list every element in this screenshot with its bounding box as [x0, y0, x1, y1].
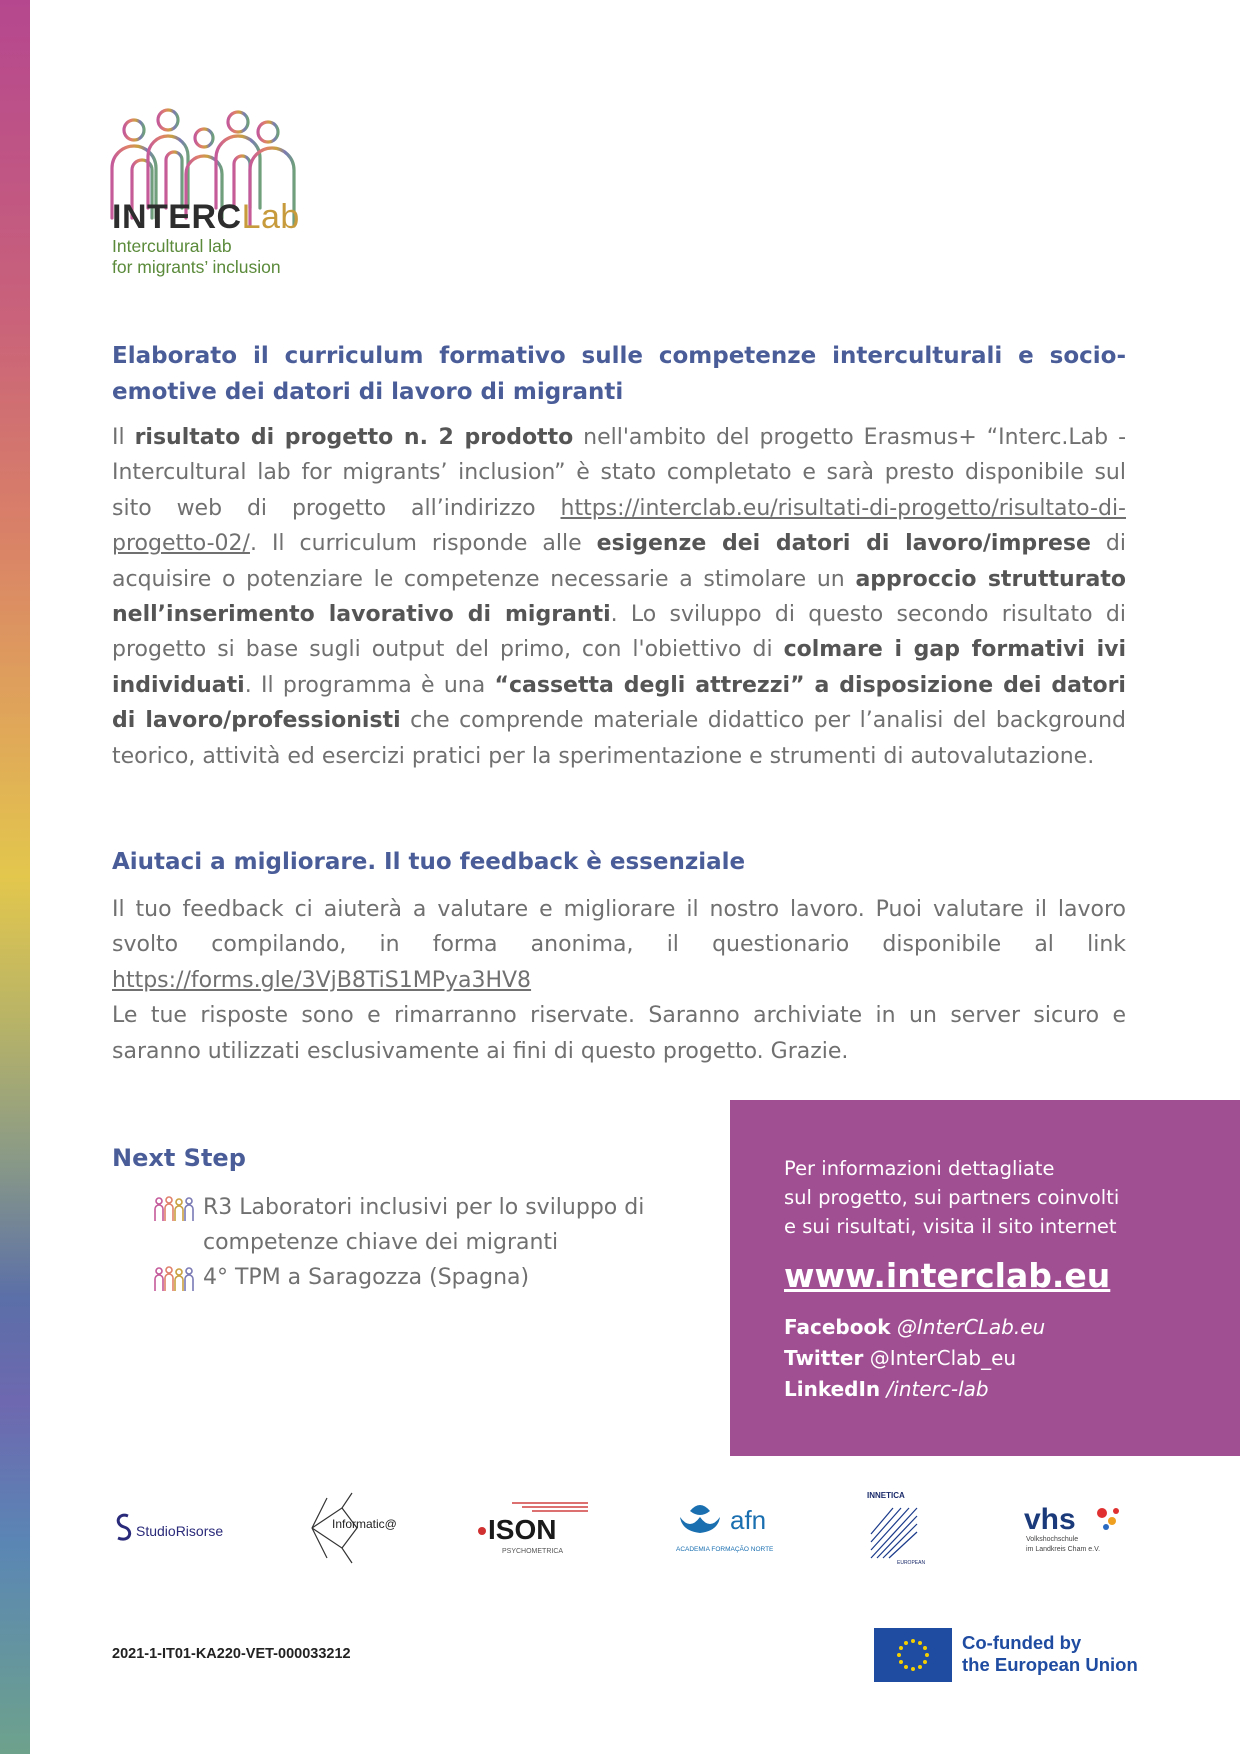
side-color-stripe — [0, 0, 30, 1754]
next-step-title: Next Step — [112, 1144, 246, 1172]
eu-cofunded-text — [962, 1632, 1138, 1676]
eu-line1: Co-funded by — [962, 1632, 1082, 1653]
partner-logo-afn — [672, 1478, 792, 1578]
partner-logo-studiorisorse — [112, 1478, 242, 1578]
list-item: R3 Laboratori inclusivi per lo sviluppo di competenze chiave dei migranti — [152, 1190, 712, 1260]
section2-paragraph: Il tuo feedback ci aiuterà a valutare e migliorare il nostro lavoro. Puoi valutare il lavoro svolto compilando, in forma anonima, il questionario disponibile al link https://forms.gle/3VjB8TiS1MPya3HV8 Le tue risposte sono e rimarranno riservate. Saranno archiviate in un server sicuro e saranno utilizzati esclusivamente ai fini di questo progetto. Grazie. — [112, 897, 1126, 1064]
svg-text:PSYCHOMETRICA: PSYCHOMETRICA — [502, 1548, 564, 1555]
feedback-form-link[interactable]: https://forms.gle/3VjB8TiS1MPya3HV8 — [112, 967, 532, 993]
studiorisorse-logo-icon — [112, 1498, 242, 1558]
eu-line2: the European Union — [962, 1654, 1138, 1675]
svg-text:Informatic@: Informatic@ — [332, 1517, 397, 1531]
partner-logo-informatica — [302, 1478, 412, 1578]
svg-text:Volkshochschule: Volkshochschule — [1026, 1536, 1079, 1543]
list-item: 4° TPM a Saragozza (Spagna) — [152, 1260, 712, 1295]
section2-heading: Aiutaci a migliorare. Il tuo feedback è essenziale — [112, 849, 746, 875]
svg-text:StudioRisorse: StudioRisorse — [136, 1523, 224, 1539]
svg-text:INNETICA: INNETICA — [867, 1491, 905, 1500]
info-line2: sul progetto, sui partners coinvolti — [784, 1186, 1120, 1209]
logo-subtitle-line2: for migrants’ inclusion — [112, 257, 281, 277]
next-step-list — [152, 1190, 712, 1295]
facebook-link[interactable]: Facebook @InterCLab.eu — [784, 1315, 1046, 1339]
info-line1: Per informazioni dettagliate — [784, 1157, 1055, 1180]
partner-logo-innetica — [857, 1478, 947, 1578]
informatica-logo-icon — [302, 1488, 412, 1568]
afn-logo-icon — [672, 1493, 792, 1563]
svg-text:ACADEMIA FORMAÇÃO NORTE: ACADEMIA FORMAÇÃO NORTE — [676, 1546, 774, 1553]
svg-text:vhs: vhs — [1024, 1503, 1076, 1536]
logo-subtitle — [112, 236, 281, 278]
project-code: 2021-1-IT01-KA220-VET-000033212 — [112, 1646, 351, 1662]
project-result-link[interactable]: https://interclab.eu/risultati-di-progetto/risultato-di-progetto-02/ — [112, 495, 1126, 557]
partner-logos — [112, 1478, 1142, 1578]
section1-paragraph: Il risultato di progetto n. 2 prodotto nell'ambito del progetto Erasmus+ “Interc.Lab - Intercultural lab for migrants’ inclusion” è stato completato e sarà presto disponibile sul sito web di progetto all’indirizzo https://interclab.eu/risultati-di-progetto/risultato-di-progetto-02/. Il curriculum risponde alle esigenze dei datori di lavoro/imprese di acquisire o potenziare le competenze necessarie a stimolare un approccio strutturato nell’inserimento lavorativo di migranti. Lo sviluppo di questo secondo risultato di progetto si base sugli output del primo, con l'obiettivo di colmare i gap formativi ivi individuati. Il programma è una “cassetta degli attrezzi” a disposizione dei datori di lavoro/professionisti che comprende materiale didattico per l’analisi del background teorico, attività ed esercizi pratici per la sperimentazione e strumenti di autovalutazione. — [112, 425, 1127, 769]
info-box-text — [784, 1154, 1204, 1241]
svg-text:ISON: ISON — [488, 1514, 557, 1545]
svg-text:afn: afn — [730, 1505, 767, 1535]
logo-wordmark: INTERCLab — [112, 198, 300, 236]
info-line3: e sui risultati, visita il sito internet — [784, 1215, 1117, 1238]
logo-subtitle-line1: Intercultural lab — [112, 236, 232, 256]
svg-text:EUROPEAN: EUROPEAN — [897, 1560, 926, 1566]
website-link[interactable]: www.interclab.eu — [784, 1256, 1111, 1295]
innetica-logo-icon — [857, 1488, 947, 1568]
ison-logo-icon — [472, 1493, 592, 1563]
partner-logo-vhs — [1020, 1478, 1140, 1578]
twitter-link[interactable]: Twitter @InterClab_eu — [784, 1346, 1017, 1370]
people-icon — [152, 1266, 196, 1292]
info-box — [730, 1100, 1240, 1456]
people-icon — [152, 1196, 196, 1222]
svg-text:im Landkreis Cham e.V.: im Landkreis Cham e.V. — [1026, 1546, 1101, 1553]
social-links — [784, 1312, 1045, 1405]
linkedin-link[interactable]: LinkedIn /interc-lab — [784, 1377, 989, 1401]
partner-logo-ison — [472, 1478, 592, 1578]
vhs-logo-icon — [1020, 1493, 1140, 1563]
eu-flag-icon — [874, 1628, 952, 1682]
section1-heading: Elaborato il curriculum formativo sulle competenze interculturali e socio-emotive dei datori di lavoro di migranti — [112, 343, 1126, 405]
